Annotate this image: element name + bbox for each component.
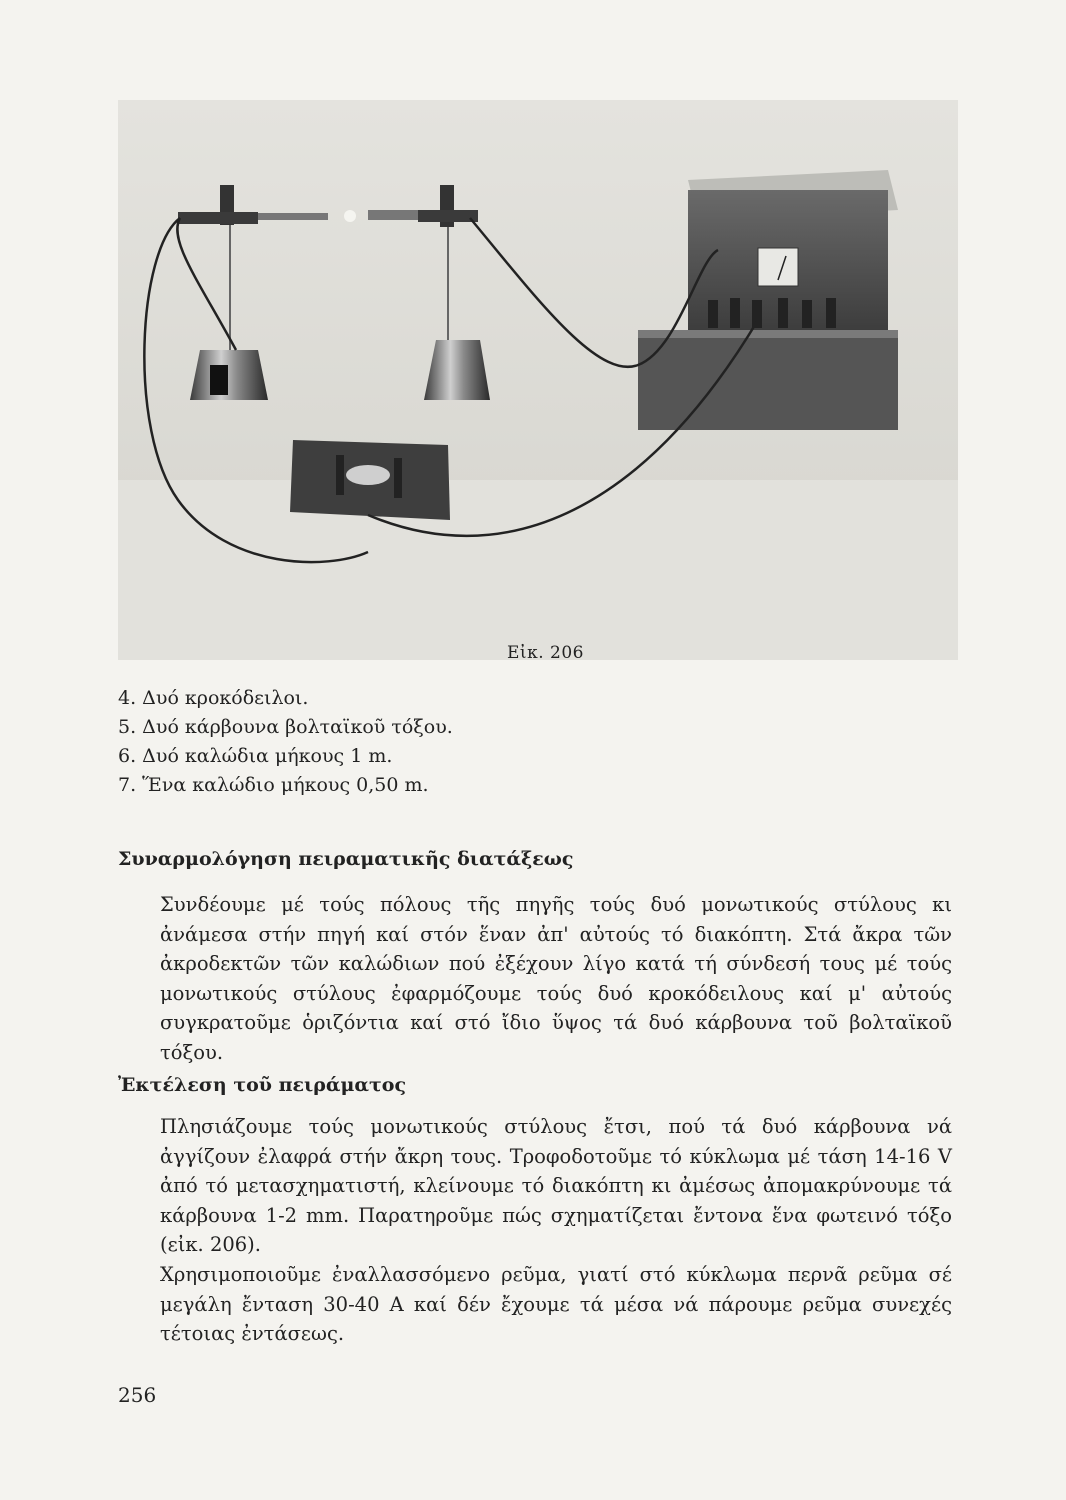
materials-list [118,684,918,800]
arc-apparatus-illustration [118,100,958,660]
section-heading-assembly: Συναρμολόγηση πειραματικῆς διατάξεως [118,848,574,870]
section-heading-execution: Ἐκτέλεση τοῦ πειράματος [118,1074,407,1096]
paragraph-assembly: Συνδέουμε μέ τούς πόλους τῆς πηγῆς τούς δυό μονωτικούς στύλους κι ἀνάμεσα στήν πηγή καί στόν ἕναν ἀπ' αὐτούς τό διακόπτη. Στά ἄκρα τῶν ἀκροδεκτῶν τῶν καλώδιων πού ἐξέχουν λίγο κατά τή σύνδεσή τους μέ τούς μονωτικούς στύλους ἐφαρμόζουμε τούς δυό κροκόδειλους καί μ' αὐτούς συγκρατοῦμε ὁριζόντια καί στό ἴδιο ὕψος τά δυό κάρβουνα τοῦ βολταϊκοῦ τόξου. [160,893,952,1064]
page-number: 256 [118,1383,157,1407]
figure-caption: Εἰκ. 206 [507,643,584,663]
list-item: 4. Δυό κροκόδειλοι. [118,687,309,709]
list-item: 7. Ἕνα καλώδιο μήκους 0,50 m. [118,774,429,796]
paragraph-execution-2: Χρησιμοποιοῦμε ἐναλλασσόμενο ρεῦμα, γιατί στό κύκλωμα περνᾶ ρεῦμα σέ μεγάλη ἔνταση 30-40 A καί δέν ἔχουμε τά μέσα νά πάρουμε ρεῦμα συνεχές τέτοιας ἐντάσεως. [160,1263,952,1345]
arc-glow [344,210,356,222]
list-item: 5. Δυό κάρβουνα βολταϊκοῦ τόξου. [118,716,453,738]
list-item: 6. Δυό καλώδια μήκους 1 m. [118,745,393,767]
paragraph-execution-1: Πλησιάζουμε τούς μονωτικούς στύλους ἔτσι, πού τά δυό κάρβουνα νά ἀγγίζουν ἐλαφρά στήν ἄκρη τους. Τροφοδοτοῦμε τό κύκλωμα μέ τάση 14-16 V ἀπό τό μετασχηματιστή, κλείνουμε τό διακόπτη κι ἀμέσως ἀπομακρύνουμε τά κάρβουνα 1-2 mm. Παρατηροῦμε πώς σχηματίζεται ἔντονα ἕνα φωτεινό τόξο (εἰκ. 206). [160,1115,952,1256]
experiment-photo [118,100,958,660]
switch-board [290,440,450,520]
